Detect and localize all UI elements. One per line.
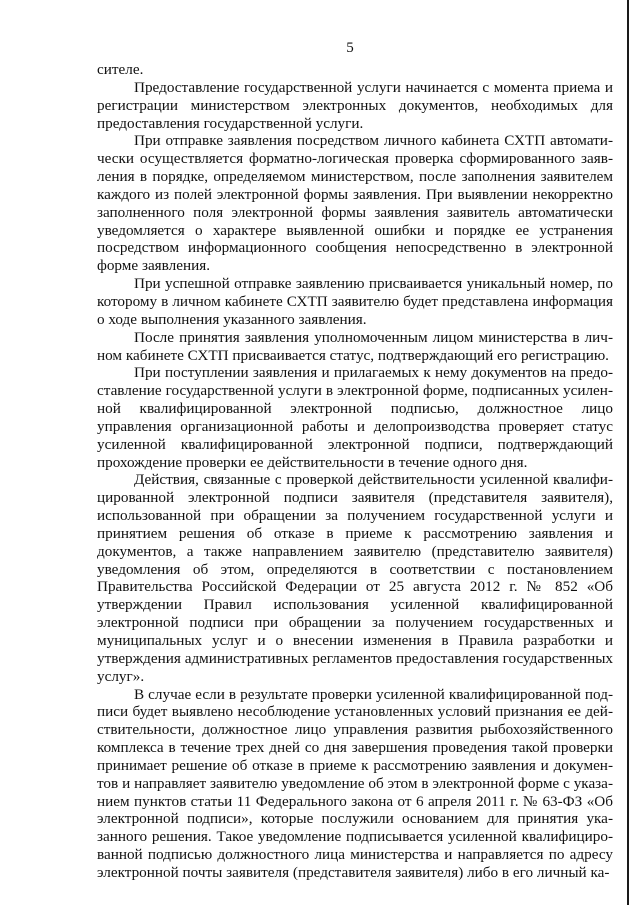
paragraph: Предоставление государственной услуги начинается с момента приема и регистрации министерством электронных документов, необходимых для предоставления государственной услуги. bbox=[97, 78, 613, 132]
paragraph: В случае если в результате проверки усиленной квалифицированной подписи будет выявлено несоблюдение установленных условий признания ее действительности, должностное лицо управления развития рыбохозяйственного комплекса в течение трех дней со дня завершения проведения такой проверки принимает решение об отказе в приеме к рассмотрению заявления и документов и направляет заявителю уведомление об этом в электронной форме с указанием пунктов статьи 11 Федерального закона от 6 апреля 2011 г. № 63-ФЗ «Об электронной подписи», которые послужили основанием для принятия указанного решения. Такое уведомление подписывается усиленной квалифицированной подписью должностного лица министерства и направляется по адресу электронной почты заявителя (представителя заявителя) либо в его личный ка- bbox=[97, 685, 613, 881]
paragraph: После принятия заявления уполномоченным лицом министерства в личном кабинете СХТП присваивается статус, подтверждающий его регистрацию. bbox=[97, 328, 613, 364]
page-number: 5 bbox=[346, 40, 354, 56]
page-edge-line bbox=[627, 0, 629, 905]
paragraph: Действия, связанные с проверкой действительности усиленной квалифицированной электронной подписи заявителя (представителя заявителя), использованной при обращении за получением государственной услуги и принятием решения об отказе в приеме к рассмотрению заявления и документов, а также направлением заявителю (представителю заявителя) уведомления об этом, определяются в соответствии с постановлением Правительства Российской Федерации от 25 августа 2012 г. № 852 «Об утверждении Правил использования усиленной квалифицированной электронной подписи при обращении за получением государственных и муниципальных услуг и о внесении изменения в Правила разработки и утверждения административных регламентов предоставления государственных услуг». bbox=[97, 471, 613, 685]
paragraph: При поступлении заявления и прилагаемых к нему документов на предоставление государственной услуги в электронной форме, подписанных усиленной квалифицированной электронной подписью, должностное лицо управления организационной работы и делопроизводства проверяет статус усиленной квалифицированной электронной подписи, подтверждающий прохождение проверки ее действительности в течение одного дня. bbox=[97, 364, 613, 471]
paragraph-continuation: сителе. bbox=[97, 61, 144, 78]
document-body bbox=[97, 61, 613, 882]
paragraph: При успешной отправке заявлению присваивается уникальный номер, по которому в личном кабинете СХТП заявителю будет представлена информация о ходе выполнения указанного заявления. bbox=[97, 275, 613, 328]
paragraph: При отправке заявления посредством личного кабинета СХТП автоматически осуществляется форматно-логическая проверка сформированного заявления в порядке, определяемом министерством, после заполнения заявителем каждого из полей электронной формы заявления. При выявлении некорректно заполненного поля электронной формы заявления заявитель автоматически уведомляется о характере выявленной ошибки и порядке ее устранения посредством информационного сообщения непосредственно в электронной форме заявления. bbox=[97, 132, 613, 275]
